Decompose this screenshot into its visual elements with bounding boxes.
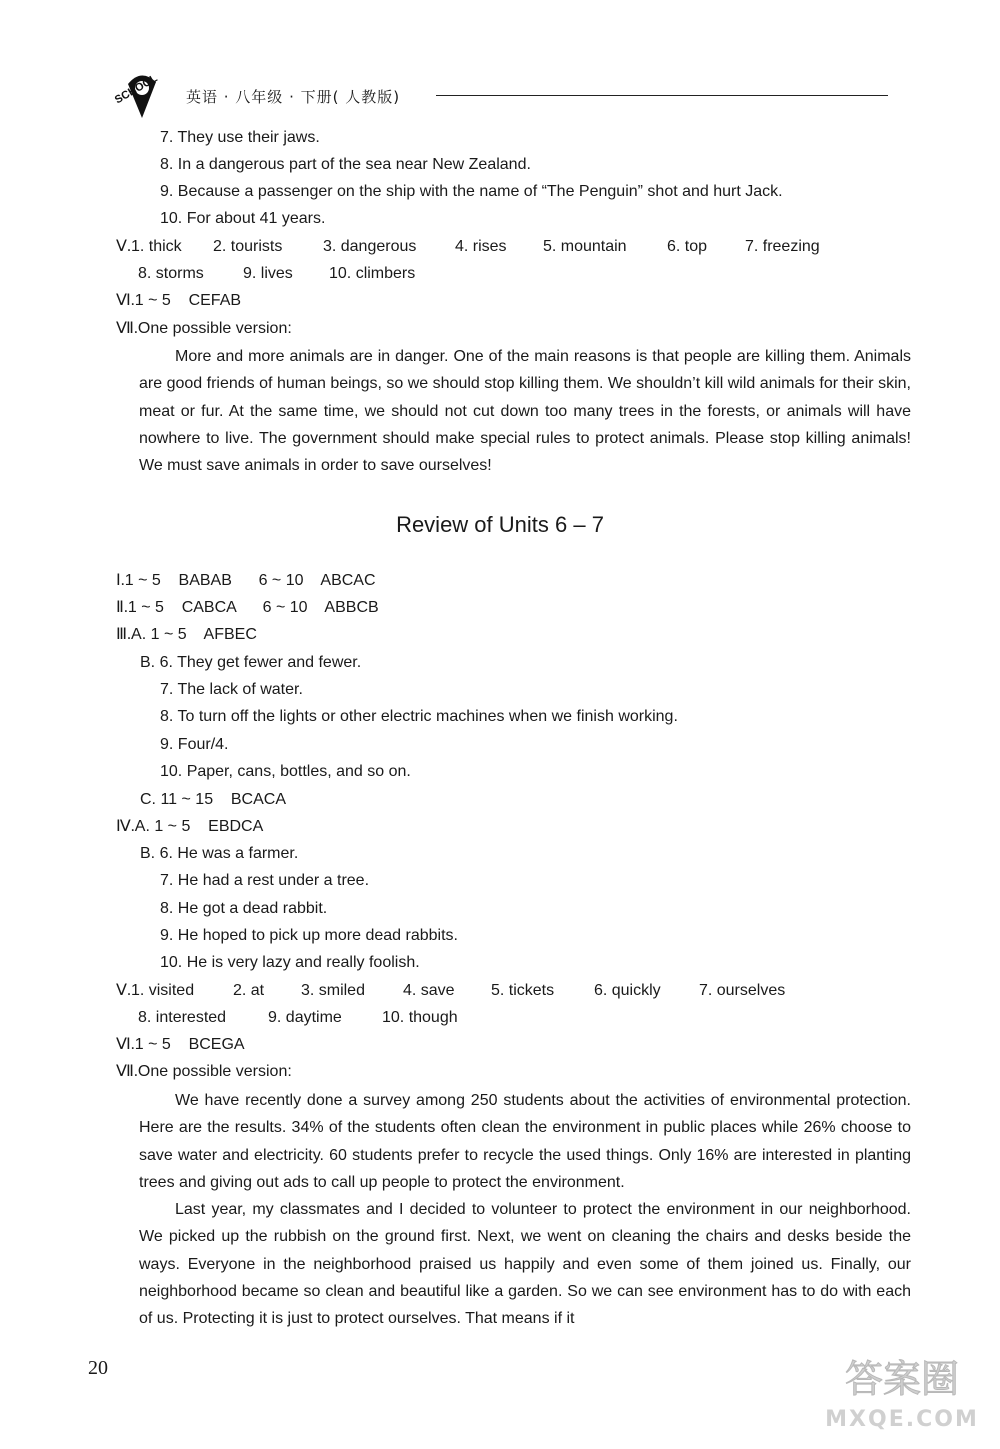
review-section-iii-c: C. 11 ~ 15 BCACA [140, 791, 286, 808]
answer-line: 8. To turn off the lights or other electric machines when we finish working. [160, 708, 678, 725]
essay-survey: We have recently done a survey among 250 students about the activities of environmental protection. Here are the results. 34% of the students often clean the environment in public places while 26% choose to save water and electricity. 60 students prefer to recycle the used things. Only 16% are interested in planting trees and giving out ads to call up people to protect the environment. [139, 1092, 911, 1191]
section-v-row1: Ⅴ.1. thick 2. tourists 3. dangerous 4. rises 5. mountain 6. top 7. freezing [116, 238, 820, 255]
review-section-v-row1: Ⅴ.1. visited 2. at 3. smiled 4. save 5. tickets 6. quickly 7. ourselves [116, 982, 786, 999]
review-section-vii: Ⅶ.One possible version: [116, 1063, 292, 1080]
review-section-v-row2: 8. interested 9. daytime 10. though [138, 1009, 458, 1026]
answer-line: 7. They use their jaws. [160, 129, 320, 146]
answer-line: 10. He is very lazy and really foolish. [160, 954, 420, 971]
page-header [106, 66, 896, 126]
header-rule [436, 95, 888, 96]
answer-line: 7. He had a rest under a tree. [160, 872, 370, 889]
review-section-iii-b: B. 6. They get fewer and fewer. [140, 654, 362, 671]
essay-animals: More and more animals are in danger. One of the main reasons is that people are killing them. Animals are good friends of human beings, so we should stop killing them. We shouldn’t kill wild animals for their skin, meat or fur. At the same time, we should not cut down too many trees in the forests, or animals will have nowhere to live. The government should make special rules to protect animals. Please stop killing animals! We must save animals in order to save ourselves! [139, 348, 911, 475]
review-title: Review of Units 6 – 7 [396, 512, 604, 537]
logo-text: SCHOOL [112, 72, 160, 107]
review-section-i: Ⅰ.1 ~ 5 BABAB 6 ~ 10 ABCAC [116, 572, 376, 589]
answer-line: 9. Because a passenger on the ship with the name of “The Penguin” shot and hurt Jack. [160, 183, 783, 200]
answer-line: 10. For about 41 years. [160, 210, 326, 227]
answer-line: 8. In a dangerous part of the sea near New Zealand. [160, 156, 531, 173]
answer-line: 7. The lack of water. [160, 681, 303, 698]
school-logo-icon [106, 66, 176, 126]
section-v-row2: 8. storms 9. lives 10. climbers [138, 265, 416, 282]
answer-line: 9. Four/4. [160, 736, 229, 753]
section-vi: Ⅵ.1 ~ 5 CEFAB [116, 292, 242, 309]
answer-line: 8. He got a dead rabbit. [160, 900, 328, 917]
essay-volunteer: Last year, my classmates and I decided to volunteer to protect the environment in our neighborhood. We picked up the rubbish on the ground first. Next, we went on cleaning the chairs and desks beside the ways. Everyone in the neighborhood praised us happily and even some of them joined us. Finally, our neighborhood became so clean and beautiful like a garden. So we can see environment has to do with each of us. Protecting it is just to protect ourselves. That means if it [139, 1201, 911, 1328]
section-vii: Ⅶ.One possible version: [116, 320, 292, 337]
review-section-vi: Ⅵ.1 ~ 5 BCEGA [116, 1036, 245, 1053]
page-number: 20 [88, 1357, 108, 1379]
review-section-ii: Ⅱ.1 ~ 5 CABCA 6 ~ 10 ABBCB [116, 599, 379, 616]
review-section-iv-b: B. 6. He was a farmer. [140, 845, 299, 862]
watermark-top: 答案圈 [844, 1357, 960, 1401]
answer-line: 9. He hoped to pick up more dead rabbits. [160, 927, 458, 944]
review-section-iv-a: Ⅳ.A. 1 ~ 5 EBDCA [116, 818, 264, 835]
review-section-iii-a: Ⅲ.A. 1 ~ 5 AFBEC [116, 626, 257, 643]
watermark-bottom: MXQE.COM [825, 1407, 979, 1432]
watermark-logo [822, 1352, 982, 1432]
header-title: 英语 · 八年级 · 下册( 人教版) [186, 88, 401, 106]
answer-line: 10. Paper, cans, bottles, and so on. [160, 763, 411, 780]
